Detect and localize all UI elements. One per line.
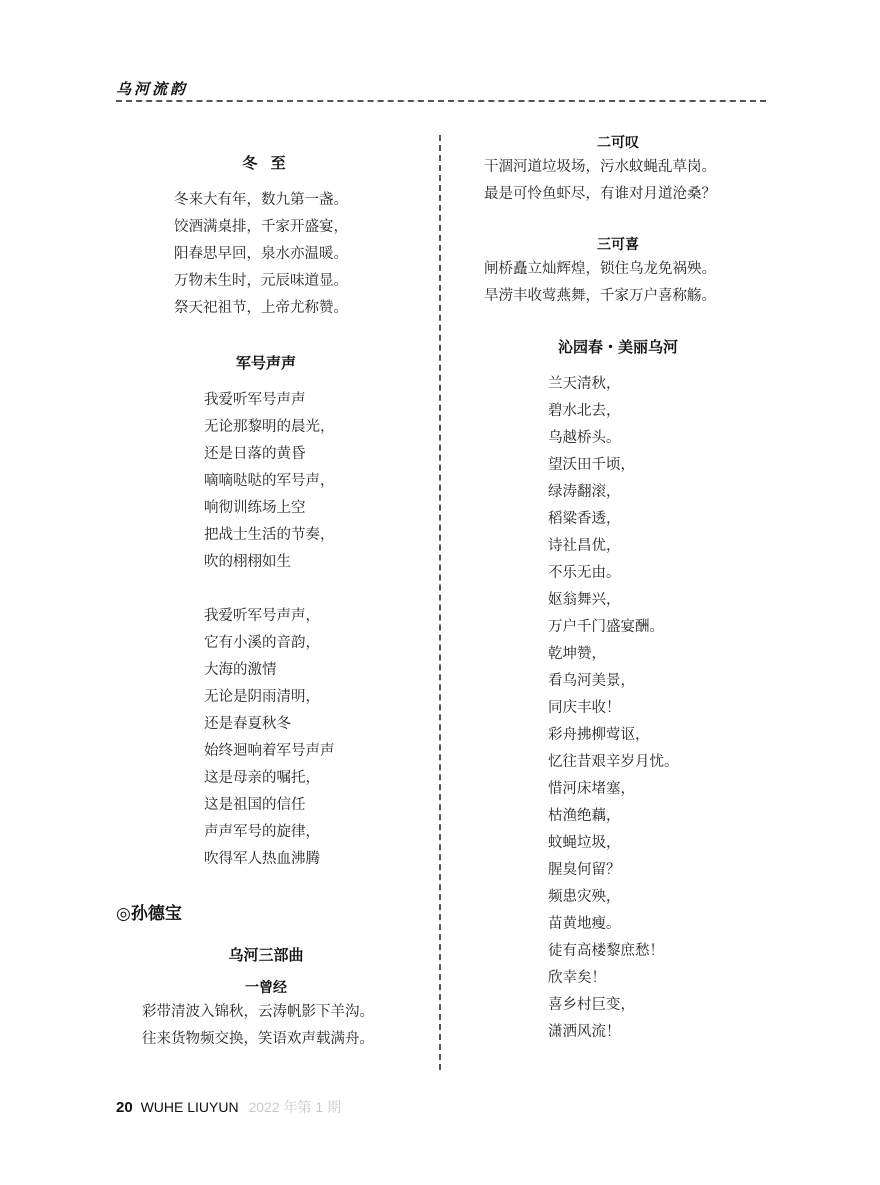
poem-line: 还是日落的黄昏 [204,446,306,462]
poem-line: 声声军号的旋律， [204,824,320,840]
poem-line: 欣幸矣！ [548,970,606,986]
poem-title-qinyuanchun: 沁园春・美丽乌河 [557,338,678,356]
poem-line: 绿涛翻滚， [548,484,621,500]
right-column [468,132,768,1046]
poem-line: 看乌河美景， [548,673,635,689]
poem-line: 我爱听军号声声， [204,608,320,624]
poem-line: 喜乡村巨变， [548,997,635,1013]
column-divider [439,135,441,1070]
poem-line: 无论那黎明的晨光， [204,419,335,435]
poem-line: 旱涝丰收莺燕舞，千家万户喜称觞。 [484,288,716,304]
poem-qinyuanchun-body [468,371,768,1046]
poem-line: 还是春夏秋冬 [204,716,291,732]
poem-line: 它有小溪的音韵， [204,635,320,651]
magazine-name: WUHE LIUYUN [140,1099,239,1115]
poem-line: 乾坤赞， [548,646,606,662]
poem-line: 望沃田千顷， [548,457,635,473]
poem-line: 兰天清秋， [548,376,621,392]
author-byline: ◎孙德宝 [116,904,182,924]
poem-junhao-body [116,387,416,873]
poem-title-junhao: 军号声声 [235,354,296,372]
poem-line: 稻粱香透， [548,511,621,527]
poem-line: 彩舟拂柳莺讴， [548,727,650,743]
header-divider [116,100,766,102]
poem-line: 乌越桥头。 [548,430,621,446]
poem-line: 徒有高楼黎庶愁！ [548,943,664,959]
poem-line: 祭天祀祖节，上帝尤称赞。 [174,300,348,316]
poem-line: 大海的激情 [204,662,277,678]
poem-line: 忆往昔艰辛岁月忧。 [548,754,679,770]
issue-label: 2022 年第 1 期 [248,1099,342,1115]
poem-line: 饺酒满桌排，千家开盛宴， [174,219,348,235]
poem-line: 同庆丰收！ [548,700,621,716]
poem-line: 不乐无由。 [548,565,621,581]
poem-line: 潇洒风流！ [548,1024,621,1040]
left-column [116,152,416,1053]
poem-line: 吹的栩栩如生 [204,554,291,570]
section-cengjing-body [116,999,416,1053]
poem-line: 无论是阴雨清明， [204,689,320,705]
section-title-kexi: 三可喜 [597,237,639,253]
poem-line: 万户千门盛宴酬。 [548,619,664,635]
section-kexi-body [468,256,768,310]
poem-line: 吹得军人热血沸腾 [204,851,320,867]
poem-line: 蚊蝇垃圾， [548,835,621,851]
poem-dongzhi-body [116,187,416,322]
poem-line: 我爱听军号声声 [204,392,306,408]
poem-line: 始终迴响着军号声声 [204,743,335,759]
poem-line: 阳春思早回，泉水亦温暖。 [174,246,348,262]
poem-line: 最是可怜鱼虾尽，有谁对月道沧桑？ [484,186,716,202]
poem-line: 冬来大有年，数九第一盏。 [174,192,348,208]
running-header: 乌河流韵 [116,80,189,98]
poem-line: 苗黄地瘦。 [548,916,621,932]
poem-title-dongzhi: 冬 至 [242,154,290,172]
poem-line: 腥臭何留？ [548,862,621,878]
poem-line: 这是母亲的嘱托， [204,770,320,786]
stanza-gap [204,576,416,603]
poem-line: 妪翁舞兴， [548,592,621,608]
poem-line: 往来货物频交换，笑语欢声载满舟。 [142,1031,374,1047]
poem-line: 闸桥矗立灿辉煌，锁住乌龙免祸殃。 [484,261,716,277]
poem-line: 惜河床堵塞， [548,781,635,797]
poem-line: 这是祖国的信任 [204,797,306,813]
poem-line: 诗社昌优， [548,538,621,554]
poem-line: 碧水北去， [548,403,621,419]
page-number: 20 [116,1099,133,1116]
poem-line: 频患灾殃， [548,889,621,905]
poem-line: 响彻训练场上空 [204,500,306,516]
poem-line: 彩带清波入锦秋，云涛帆影下羊沟。 [142,1004,374,1020]
poem-line: 万物未生时，元辰味道显。 [174,273,348,289]
poem-line: 干涸河道垃圾场，污水蚊蝇乱草岗。 [484,159,716,175]
page-footer [116,1097,341,1117]
section-ketan-body [468,154,768,208]
poem-line: 嘀嘀哒哒的军号声， [204,473,335,489]
poem-line: 枯渔绝藕， [548,808,621,824]
section-title-cengjing: 一曾经 [245,980,287,996]
section-title-ketan: 二可叹 [597,135,639,151]
poem-line: 把战士生活的节奏， [204,527,335,543]
poem-title-wuhe-trilogy: 乌河三部曲 [228,946,304,964]
